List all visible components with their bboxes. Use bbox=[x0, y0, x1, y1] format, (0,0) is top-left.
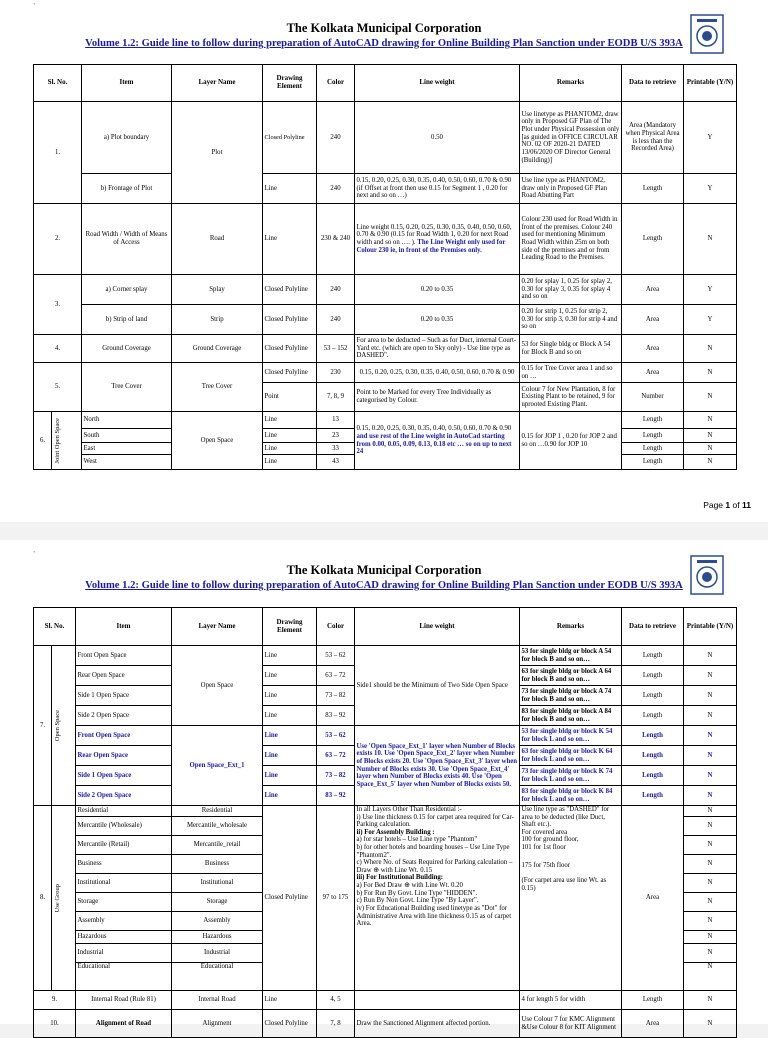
element-cell: Line bbox=[263, 429, 317, 443]
layer-cell: Open Space bbox=[172, 646, 263, 726]
layer-cell: Open Space bbox=[172, 412, 263, 470]
color-cell: 13 bbox=[317, 412, 355, 429]
layer-cell: Hazardous bbox=[172, 931, 263, 944]
page-of: of bbox=[732, 500, 740, 510]
item-cell: Mercantile (Retail) bbox=[76, 836, 172, 855]
col-header-item: Item bbox=[82, 65, 172, 102]
element-cell: Line bbox=[263, 786, 317, 806]
layer-cell: Educational bbox=[172, 963, 263, 991]
table-row bbox=[34, 174, 737, 204]
remarks-cell: 4 for length 5 for width bbox=[520, 991, 622, 1010]
element-cell: Line bbox=[263, 991, 317, 1010]
color-cell: 33 bbox=[317, 443, 355, 455]
weight-cell: 0.15, 0.20, 0.25, 0.30, 0.35, 0.40, 0.50, 0.60, 0.70 & 0.90 (if Offset at front then use 0.15 for Segment 1 , 0.20 for next and so on …) bbox=[355, 174, 520, 204]
item-cell: North bbox=[82, 412, 172, 429]
item-cell: b) Frontage of Plot bbox=[82, 174, 172, 204]
col-header-weight: Line weight bbox=[355, 65, 520, 102]
data-cell: Length bbox=[622, 726, 684, 746]
element-cell: Line bbox=[263, 443, 317, 455]
remarks-cell: 73 for single bldg or block A 74 for block B and so on… bbox=[520, 686, 622, 706]
weight-line: In all Layers Other Than Residential :- bbox=[356, 806, 462, 813]
item-cell: Side 2 Open Space bbox=[76, 786, 172, 806]
data-cell: Area bbox=[622, 363, 684, 383]
weight-cell: Use 'Open Space_Ext_1' layer when Number of Blocks exists 10. Use 'Open Space_Ext_2' layer when Number of Blocks exists 20. Use 'Open Space_Ext_3' layer when Number of Blocks exists 30. Use 'Open Space_Ext_4' layer when Number of Blocks exists 40. Use 'Open Space_Ext_5' layer when Number of Blocks exists 50. bbox=[355, 726, 520, 806]
group-label: Open Space bbox=[53, 709, 61, 742]
element-cell: Closed Polyline bbox=[263, 305, 317, 335]
printable-cell: N bbox=[684, 646, 737, 666]
sl-cell: 9. bbox=[34, 991, 76, 1010]
printable-cell: N bbox=[684, 455, 737, 470]
sl-cell: 8. bbox=[34, 806, 52, 991]
data-cell: Length bbox=[622, 666, 684, 686]
element-cell: Point bbox=[263, 383, 317, 412]
printable-cell: N bbox=[684, 786, 737, 806]
weight-cell: For area to be deducted – Such as for Duct, internal Court-Yard etc. (which are open to Sky only) - Use line type as DASHED". bbox=[355, 335, 520, 363]
color-cell: 53 – 62 bbox=[317, 726, 355, 746]
page-mark: ` bbox=[33, 550, 36, 559]
element-cell: Line bbox=[263, 204, 317, 275]
item-cell: South bbox=[82, 429, 172, 443]
remarks-cell: Use linetype as PHANTOM2, draw only in Proposed GF Plan of The Plot under Physical Possession only [as guided in OFFICE CIRCULAR NO. 02 OF 2020-21 DATED 13/06/2020 OF Director General (Building)] bbox=[520, 102, 622, 174]
page-label: Page bbox=[703, 500, 724, 510]
weight-text: Line weight 0.15, 0.20, 0.25, 0.30, 0.35, 0.40, 0.50, 0.60, 0.70 & 0.90 (0.15 for Road Width 1, 0.20 for next Road width and so on …. ). bbox=[356, 223, 512, 246]
weight-cell: 0.15, 0.20, 0.25, 0.30, 0.35, 0.40, 0.50, 0.60, 0.70 & 0.90 bbox=[355, 363, 520, 383]
table-row bbox=[34, 1010, 737, 1038]
weight-line: c) Run By Non Govt. Line Type "By Layer". bbox=[356, 897, 479, 905]
page-number bbox=[703, 500, 751, 510]
element-cell: Closed Polyline bbox=[263, 806, 317, 991]
sl-cell: 1. bbox=[34, 102, 82, 204]
remarks-line: Use line type as "DASHED" for area to be deducted (like Duct, Shaft etc.). bbox=[521, 806, 610, 829]
item-cell: Front Open Space bbox=[76, 726, 172, 746]
remarks-line: 175 for 75th floor bbox=[521, 861, 571, 869]
col-header-data: Data to retrieve bbox=[622, 608, 684, 646]
printable-cell: N bbox=[684, 706, 737, 726]
printable-cell: N bbox=[684, 855, 737, 874]
page-mark: ` bbox=[33, 2, 36, 11]
remarks-cell bbox=[520, 806, 622, 991]
col-header-element: Drawing Element bbox=[263, 65, 317, 102]
weight-cell: 0.50 bbox=[355, 102, 520, 174]
data-cell: Area bbox=[622, 335, 684, 363]
item-cell: Storage bbox=[76, 893, 172, 912]
weight-cell: 0.20 to 0.35 bbox=[355, 275, 520, 305]
table-row bbox=[34, 335, 737, 363]
item-cell: Internal Road (Rule 81) bbox=[76, 991, 172, 1010]
printable-cell: N bbox=[684, 335, 737, 363]
weight-line: iv) For Educational Building used linetype as "Dot" for Administrative Area with line thickness 0.15 as of carpet Area. bbox=[356, 904, 512, 928]
item-cell: a) Plot boundary bbox=[82, 102, 172, 174]
layer-cell: Assembly bbox=[172, 912, 263, 931]
weight-cell bbox=[355, 806, 520, 991]
col-header-item: Item bbox=[76, 608, 172, 646]
col-header-color: Color bbox=[317, 608, 355, 646]
col-header-remarks: Remarks bbox=[520, 65, 622, 102]
data-cell: Length bbox=[622, 766, 684, 786]
color-cell: 63 – 72 bbox=[317, 746, 355, 766]
printable-cell: N bbox=[684, 363, 737, 383]
group-cell bbox=[52, 412, 82, 470]
item-cell: b) Strip of land bbox=[82, 305, 172, 335]
item-cell: Industrial bbox=[76, 944, 172, 963]
layer-guideline-table bbox=[33, 64, 737, 470]
printable-cell: N bbox=[684, 429, 737, 443]
printable-cell: N bbox=[684, 817, 737, 836]
remarks-cell: Use line type as PHANTOM2, draw only in Proposed GF Plan Road Abutting Part bbox=[520, 174, 622, 204]
printable-cell: Y bbox=[684, 275, 737, 305]
group-label: Use Group bbox=[53, 883, 61, 913]
data-cell: Area bbox=[622, 275, 684, 305]
printable-cell: N bbox=[684, 766, 737, 786]
item-cell: Hazardous bbox=[76, 931, 172, 944]
item-cell: Alignment of Road bbox=[76, 1010, 172, 1038]
table-row bbox=[34, 726, 737, 746]
printable-cell: N bbox=[684, 746, 737, 766]
layer-cell: Institutional bbox=[172, 874, 263, 893]
col-header-printable: Printable (Y/N) bbox=[684, 65, 737, 102]
data-cell: Length bbox=[622, 174, 684, 204]
data-cell: Length bbox=[622, 443, 684, 455]
layer-cell: Alignment bbox=[172, 1010, 263, 1038]
remarks-cell: 83 for single bldg or block K 84 for block L and so on… bbox=[520, 786, 622, 806]
element-cell: Line bbox=[263, 706, 317, 726]
element-cell: Closed Polyline bbox=[263, 363, 317, 383]
sl-cell: 3. bbox=[34, 275, 82, 335]
weight-cell: 0.20 to 0.35 bbox=[355, 305, 520, 335]
color-cell: 73 – 82 bbox=[317, 766, 355, 786]
page-total: 11 bbox=[742, 500, 751, 510]
layer-cell: Ground Coverage bbox=[172, 335, 263, 363]
item-cell: Rear Open Space bbox=[76, 746, 172, 766]
color-cell: 83 – 92 bbox=[317, 786, 355, 806]
element-cell: Closed Polyline bbox=[263, 1010, 317, 1038]
printable-cell: N bbox=[684, 836, 737, 855]
weight-line: b) for other hotels and boarding houses – Use Line Type "Phantom2". bbox=[356, 844, 510, 859]
data-cell: Length bbox=[622, 204, 684, 275]
item-cell: Tree Cover bbox=[82, 363, 172, 412]
sl-cell: 4. bbox=[34, 335, 82, 363]
item-cell: Residential bbox=[76, 806, 172, 817]
weight-cell bbox=[355, 204, 520, 275]
weight-line: a) For Bed Draw ⊕ with Line Wt. 0.20 bbox=[356, 882, 463, 890]
element-cell: Line bbox=[263, 666, 317, 686]
printable-cell: Y bbox=[684, 174, 737, 204]
remarks-cell: 0.15 for JOP 1 , 0.20 for JOP 2 and so on …0.90 for JOP 10 bbox=[520, 412, 622, 470]
element-cell: Closed Polyline bbox=[263, 275, 317, 305]
kmc-emblem-icon bbox=[690, 14, 724, 54]
color-cell: 240 bbox=[317, 102, 355, 174]
color-cell: 97 to 175 bbox=[317, 806, 355, 991]
item-cell: Side 1 Open Space bbox=[76, 766, 172, 786]
table-row bbox=[34, 991, 737, 1010]
element-cell: Line bbox=[263, 746, 317, 766]
data-cell: Area (Mandatory when Physical Area is less than the Recorded Area) bbox=[622, 102, 684, 174]
printable-cell: N bbox=[684, 893, 737, 912]
col-header-printable: Printable (Y/N) bbox=[684, 608, 737, 646]
layer-cell: Storage bbox=[172, 893, 263, 912]
col-header-layer: Layer Name bbox=[172, 608, 263, 646]
col-header-layer: Layer Name bbox=[172, 65, 263, 102]
item-cell: West bbox=[82, 455, 172, 470]
weight-cell bbox=[355, 991, 520, 1010]
weight-text: 0.15, 0.20, 0.25, 0.30, 0.35, 0.40, 0.50, 0.60, 0.70 & 0.90 bbox=[356, 425, 512, 433]
remarks-line: 100 for ground floor, bbox=[521, 836, 579, 844]
col-header-remarks: Remarks bbox=[520, 608, 622, 646]
item-cell: Road Width / Width of Means of Access bbox=[82, 204, 172, 275]
color-cell: 230 & 240 bbox=[317, 204, 355, 275]
printable-cell: N bbox=[684, 686, 737, 706]
remarks-cell: Use Colour 7 for KMC Alignment &Use Colour 8 for KIT Alignment bbox=[520, 1010, 622, 1038]
data-cell: Length bbox=[622, 746, 684, 766]
layer-cell: Road bbox=[172, 204, 263, 275]
element-cell: Line bbox=[263, 686, 317, 706]
remarks-cell: 73 for single bldg or block K 74 for block L and so on… bbox=[520, 766, 622, 786]
remarks-line: For covered area bbox=[521, 828, 568, 836]
col-header-data: Data to retrieve bbox=[622, 65, 684, 102]
table-row bbox=[34, 363, 737, 383]
sl-cell: 10. bbox=[34, 1010, 76, 1038]
layer-cell: Industrial bbox=[172, 944, 263, 963]
col-header-weight: Line weight bbox=[355, 608, 520, 646]
color-cell: 240 bbox=[317, 275, 355, 305]
data-cell: Length bbox=[622, 646, 684, 666]
color-cell: 230 bbox=[317, 363, 355, 383]
data-cell: Area bbox=[622, 806, 684, 991]
color-cell: 53 – 62 bbox=[317, 646, 355, 666]
weight-note: The Line Weight only used for Colour 230 ie, in front of the Premises only. bbox=[356, 239, 506, 254]
layer-cell: Residential bbox=[172, 806, 263, 817]
group-cell bbox=[52, 646, 76, 806]
printable-cell: N bbox=[684, 991, 737, 1010]
item-cell: East bbox=[82, 443, 172, 455]
page-current: 1 bbox=[725, 500, 731, 510]
data-cell: Length bbox=[622, 429, 684, 443]
data-cell: Number bbox=[622, 383, 684, 412]
element-cell: Line bbox=[263, 174, 317, 204]
layer-cell: Mercantile_retail bbox=[172, 836, 263, 855]
remarks-cell: 0.20 for strip 1, 0.25 for strip 2, 0.30 for strip 3, 0.30 for strip 4 and so on bbox=[520, 305, 622, 335]
weight-line: ii) For Assembly Building : bbox=[356, 828, 435, 836]
data-cell: Length bbox=[622, 455, 684, 470]
color-cell: 83 – 92 bbox=[317, 706, 355, 726]
remarks-cell: 53 for Single bldg or Block A 54 for Block B and so on bbox=[520, 335, 622, 363]
sl-cell: 6. bbox=[34, 412, 52, 470]
item-cell: Business bbox=[76, 855, 172, 874]
remarks-cell: 83 for single bldg or block A 84 for block B and so on… bbox=[520, 706, 622, 726]
layer-cell: Internal Road bbox=[172, 991, 263, 1010]
layer-cell: Open Space_Ext_1 bbox=[172, 726, 263, 806]
weight-line: c) Where No. of Seats Required for Parking calculation – Draw ⊕ with Line Wt. 0.15 bbox=[356, 859, 513, 874]
page-2 bbox=[0, 540, 768, 1031]
remarks-cell: 0.20 for splay 1, 0.25 for splay 2, 0.30 for splay 3, 0.35 for splay 4 and so on bbox=[520, 275, 622, 305]
layer-cell: Splay bbox=[172, 275, 263, 305]
element-cell: Closed Polyline bbox=[263, 335, 317, 363]
color-cell: 7, 8, 9 bbox=[317, 383, 355, 412]
kmc-emblem-icon bbox=[690, 555, 724, 595]
remarks-cell: 53 for single bldg or block A 54 for block B and so on… bbox=[520, 646, 622, 666]
color-cell: 7, 8 bbox=[317, 1010, 355, 1038]
layer-cell: Business bbox=[172, 855, 263, 874]
printable-cell: N bbox=[684, 204, 737, 275]
printable-cell: N bbox=[684, 912, 737, 931]
printable-cell: N bbox=[684, 1010, 737, 1038]
printable-cell: N bbox=[684, 412, 737, 429]
remarks-cell: 0.15 for Tree Cover area 1 and so on … bbox=[520, 363, 622, 383]
element-cell: Line bbox=[263, 455, 317, 470]
printable-cell: N bbox=[684, 931, 737, 944]
weight-line: i) Use line thickness 0.15 for carpet area required for Car-Parking calculation. bbox=[356, 813, 514, 829]
printable-cell: Y bbox=[684, 102, 737, 174]
element-cell: Line bbox=[263, 726, 317, 746]
sl-cell: 7. bbox=[34, 646, 52, 806]
data-cell: Area bbox=[622, 1010, 684, 1038]
layer-guideline-table bbox=[33, 607, 737, 1038]
data-cell: Length bbox=[622, 786, 684, 806]
element-cell: Line bbox=[263, 646, 317, 666]
data-cell: Length bbox=[622, 412, 684, 429]
printable-cell: N bbox=[684, 666, 737, 686]
table-row bbox=[34, 275, 737, 305]
col-header-sl: Sl. No. bbox=[34, 608, 76, 646]
corporation-title: The Kolkata Municipal Corporation bbox=[286, 21, 482, 35]
weight-line: iii) For Institutional Building: bbox=[356, 874, 444, 882]
item-cell: Institutional bbox=[76, 874, 172, 893]
element-cell: Line bbox=[263, 412, 317, 429]
printable-cell: Y bbox=[684, 305, 737, 335]
printable-cell: N bbox=[684, 874, 737, 893]
item-cell: Front Open Space bbox=[76, 646, 172, 666]
printable-cell: N bbox=[684, 963, 737, 991]
remarks-line: (For carpet area use line Wt. as 0.15) bbox=[521, 877, 607, 892]
printable-cell: N bbox=[684, 443, 737, 455]
data-cell: Area bbox=[622, 305, 684, 335]
weight-note: and use rest of the Line weight in AutoCad starting from 0.00, 0.05, 0.09, 0.13, 0.18 etc … so on up to next 24 bbox=[356, 432, 512, 456]
printable-cell: N bbox=[684, 726, 737, 746]
table-row bbox=[34, 204, 737, 275]
color-cell: 4, 5 bbox=[317, 991, 355, 1010]
col-header-color: Color bbox=[317, 65, 355, 102]
printable-cell: N bbox=[684, 806, 737, 817]
remarks-cell: Colour 230 used for Road Width in front of the premises. Colour 240 used for mentioning Minimum Road Width within 25m on both side of the premises and or from Leading Road to the Premises. bbox=[520, 204, 622, 275]
col-header-element: Drawing Element bbox=[263, 608, 317, 646]
table-row bbox=[34, 806, 737, 817]
data-cell: Length bbox=[622, 991, 684, 1010]
table-row bbox=[34, 305, 737, 335]
remarks-cell: 53 for single bldg or block K 54 for block L and so on… bbox=[520, 726, 622, 746]
color-cell: 73 – 82 bbox=[317, 686, 355, 706]
layer-cell: Mercantile_wholesale bbox=[172, 817, 263, 836]
item-cell: Mercantile (Wholesale) bbox=[76, 817, 172, 836]
weight-line: b) For Run By Govt. Line Type "HIDDEN". bbox=[356, 889, 478, 897]
item-cell: Rear Open Space bbox=[76, 666, 172, 686]
table-row bbox=[34, 412, 737, 429]
data-cell: Length bbox=[622, 686, 684, 706]
color-cell: 63 – 72 bbox=[317, 666, 355, 686]
table-row bbox=[34, 646, 737, 666]
item-cell: Assembly bbox=[76, 912, 172, 931]
element-cell: Line bbox=[263, 766, 317, 786]
item-cell: Ground Coverage bbox=[82, 335, 172, 363]
remarks-cell: 63 for single bldg or block A 64 for block B and so on… bbox=[520, 666, 622, 686]
printable-cell: N bbox=[684, 383, 737, 412]
weight-cell: Side1 should be the Minimum of Two Side Open Space bbox=[355, 646, 520, 726]
layer-cell: Strip bbox=[172, 305, 263, 335]
printable-cell: N bbox=[684, 944, 737, 963]
remarks-line: 101 for 1st floor bbox=[521, 844, 566, 852]
item-cell: Educational bbox=[76, 963, 172, 991]
color-cell: 43 bbox=[317, 455, 355, 470]
sl-cell: 5. bbox=[34, 363, 82, 412]
volume-title: Volume 1.2: Guide line to follow during preparation of AutoCAD drawing for Online Building Plan Sanction under EODB U/S 393A bbox=[85, 38, 683, 49]
volume-title: Volume 1.2: Guide line to follow during preparation of AutoCAD drawing for Online Building Plan Sanction under EODB U/S 393A bbox=[85, 580, 683, 591]
remarks-cell: 63 for single bldg or block K 64 for block L and so on… bbox=[520, 746, 622, 766]
weight-cell bbox=[355, 412, 520, 470]
color-cell: 240 bbox=[317, 305, 355, 335]
weight-cell: Point to be Marked for every Tree Individually as categorised by Colour. bbox=[355, 383, 520, 412]
weight-line: a) for star hotels – Use Line type "Phantom" bbox=[356, 836, 478, 844]
layer-cell: Plot bbox=[172, 102, 263, 204]
table-row bbox=[34, 102, 737, 174]
col-header-sl: Sl. No. bbox=[34, 65, 82, 102]
sl-cell: 2. bbox=[34, 204, 82, 275]
color-cell: 240 bbox=[317, 174, 355, 204]
color-cell: 53 – 152 bbox=[317, 335, 355, 363]
data-cell: Length bbox=[622, 706, 684, 726]
layer-cell: Tree Cover bbox=[172, 363, 263, 412]
corporation-title: The Kolkata Municipal Corporation bbox=[286, 563, 482, 577]
item-cell: a) Corner splay bbox=[82, 275, 172, 305]
group-label: Joint Open Space bbox=[53, 417, 61, 464]
element-cell: Closed Polyline bbox=[263, 102, 317, 174]
weight-cell: Draw the Sanctioned Alignment affected portion. bbox=[355, 1010, 520, 1038]
color-cell: 23 bbox=[317, 429, 355, 443]
remarks-cell: Colour 7 for New Plantation, 8 for Existing Plant to be retained, 9 for uprooted Existing Plant. bbox=[520, 383, 622, 412]
group-cell bbox=[52, 806, 76, 991]
item-cell: Side 1 Open Space bbox=[76, 686, 172, 706]
item-cell: Side 2 Open Space bbox=[76, 706, 172, 726]
